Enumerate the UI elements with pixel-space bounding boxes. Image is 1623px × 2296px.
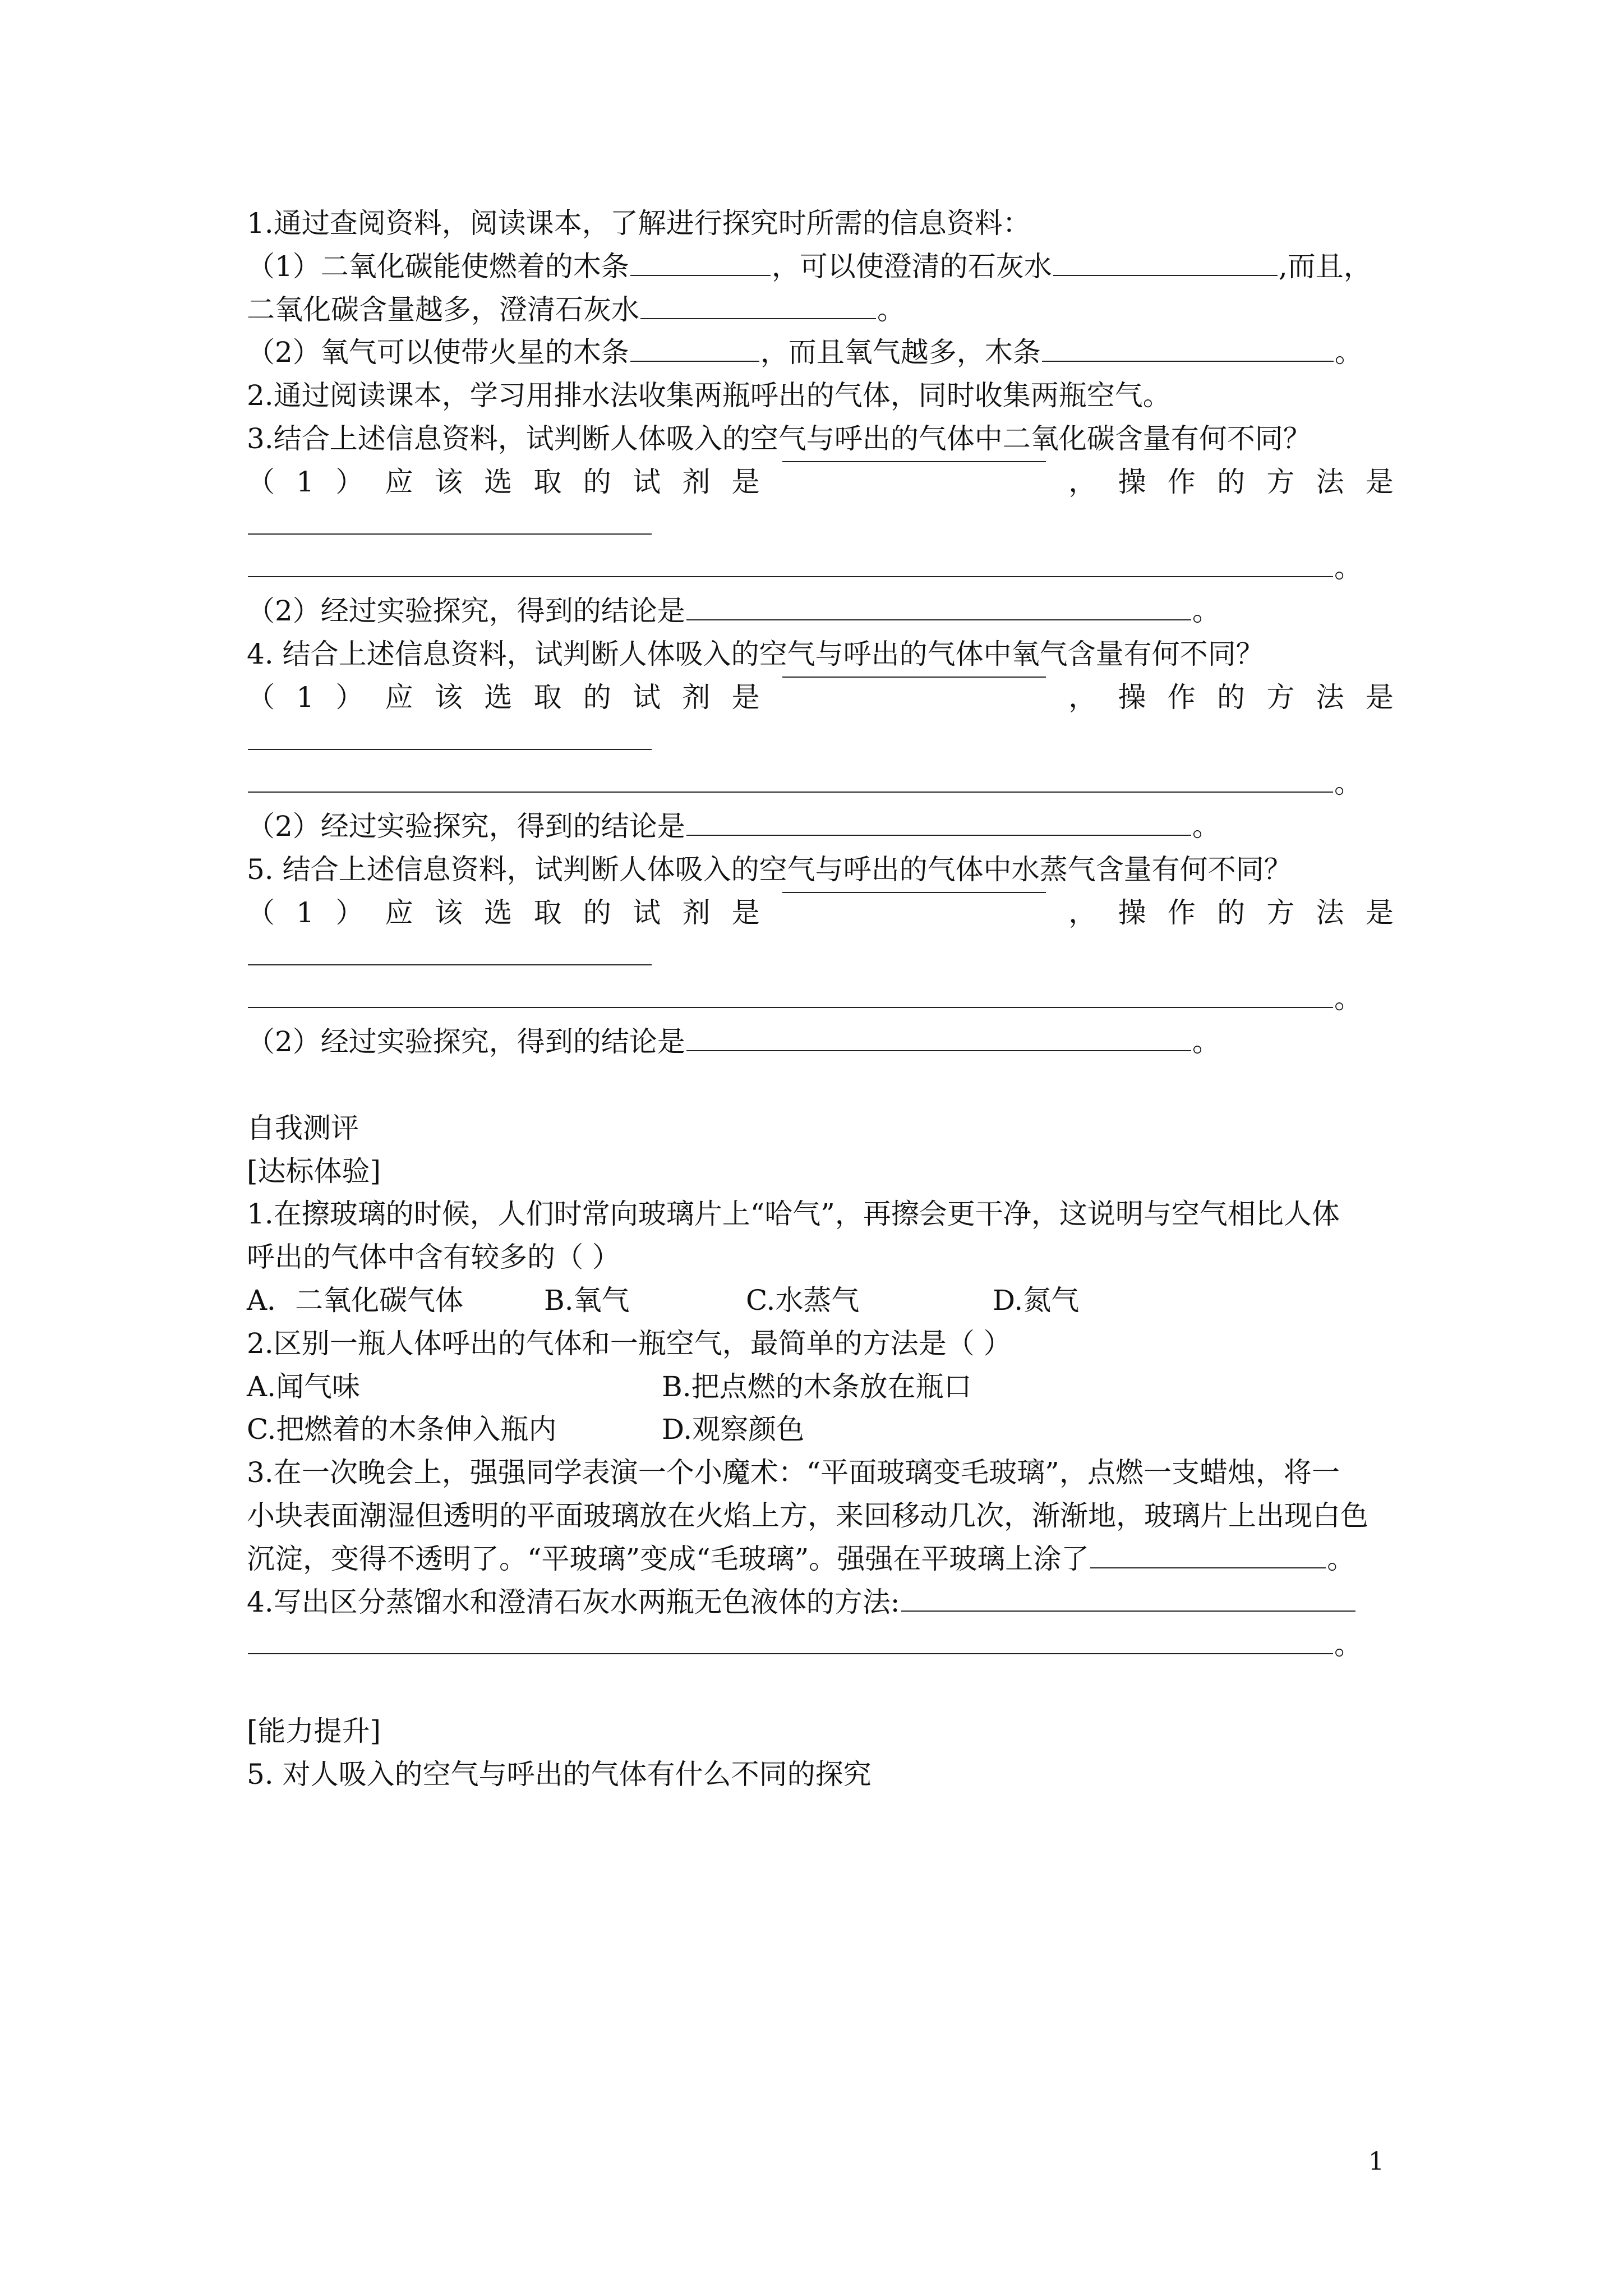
option-c[interactable]: C.把燃着的木条伸入瓶内	[247, 1413, 557, 1446]
q3-conclusion: （2）经过实验探究，得到的结论是 。	[247, 595, 1220, 628]
t3-line3: 沉淀，变得不透明了。“平玻璃”变成“毛玻璃”。强强在平玻璃上涂了 。	[247, 1542, 1355, 1575]
q5-reagent-line: （ 1 ） 应 该 选 取 的 试 剂 是 ， 操 作 的 方 法 是	[247, 891, 1394, 935]
answer-blank[interactable]	[630, 360, 759, 362]
option-d[interactable]: D.观察颜色	[662, 1413, 805, 1446]
t2-options-row1	[247, 1365, 1394, 1409]
answer-blank[interactable]	[248, 1653, 1333, 1654]
option-a[interactable]: A.闻气味	[247, 1370, 361, 1403]
q5-conclusion: （2）经过实验探究，得到的结论是 。	[247, 1025, 1220, 1059]
answer-blank[interactable]	[1090, 1567, 1326, 1568]
q5-method-blank-line	[247, 935, 1394, 978]
t3-line2: 小块表面潮湿但透明的平面玻璃放在火焰上方，来回移动几次，渐渐地，玻璃片上出现白色	[247, 1499, 1368, 1532]
page-number: 1	[1368, 2147, 1384, 2176]
q3-reagent-line: （ 1 ） 应 该 选 取 的 试 剂 是 ， 操 作 的 方 法 是	[247, 461, 1394, 504]
q1-intro: 1.通过查阅资料，阅读课本，了解进行探究时所需的信息资料：	[247, 207, 1031, 240]
section-heading-standard: [达标体验]	[247, 1154, 381, 1188]
option-c[interactable]: C.水蒸气	[746, 1283, 860, 1317]
answer-blank[interactable]	[248, 964, 652, 965]
answer-blank[interactable]	[901, 1610, 1355, 1612]
answer-blank[interactable]	[782, 676, 1046, 678]
option-d[interactable]: D.氮气	[993, 1283, 1080, 1317]
answer-blank[interactable]	[248, 791, 1333, 793]
q4-conclusion: （2）经过实验探究，得到的结论是 。	[247, 810, 1220, 843]
answer-blank[interactable]	[640, 318, 876, 319]
answer-blank[interactable]	[782, 891, 1046, 893]
t1-line2: 呼出的气体中含有较多的（ ）	[247, 1241, 620, 1274]
answer-blank[interactable]	[248, 576, 1333, 577]
q3-text: 3.结合上述信息资料，试判断人体吸入的空气与呼出的气体中二氧化碳含量有何不同？	[247, 422, 1311, 455]
t4-line2: 。	[247, 1623, 1394, 1667]
answer-blank[interactable]	[782, 461, 1046, 462]
answer-blank[interactable]	[248, 748, 652, 750]
q4-method-blank-line2: 。	[247, 762, 1394, 805]
option-b[interactable]: B.把点燃的木条放在瓶口	[662, 1370, 972, 1403]
answer-blank[interactable]	[686, 1050, 1191, 1051]
q5-text: 5. 结合上述信息资料，试判断人体吸入的空气与呼出的气体中水蒸气含量有何不同？	[247, 853, 1292, 886]
q1-part2: （2）氧气可以使带火星的木条 ，而且氧气越多，木条 。	[247, 336, 1363, 369]
option-a[interactable]: A．二氧化碳气体	[247, 1283, 464, 1317]
option-b[interactable]: B.氧气	[544, 1283, 630, 1317]
t2-text: 2.区别一瓶人体呼出的气体和一瓶空气，最简单的方法是（ ）	[247, 1327, 1012, 1360]
section-heading-ability: [能力提升]	[247, 1714, 381, 1747]
q4-method-blank-line	[247, 719, 1394, 762]
answer-blank[interactable]	[686, 619, 1191, 620]
answer-blank[interactable]	[686, 834, 1191, 836]
q1-part1-line1: （1）二氧化碳能使燃着的木条 ，可以使澄清的石灰水 ,而且，	[247, 250, 1372, 283]
t4-line1: 4.写出区分蒸馏水和澄清石灰水两瓶无色液体的方法:	[247, 1581, 1394, 1624]
q4-text: 4. 结合上述信息资料，试判断人体吸入的空气与呼出的气体中氧气含量有何不同？	[247, 637, 1264, 670]
answer-blank[interactable]	[248, 533, 652, 535]
t2-options-row2	[247, 1408, 1394, 1451]
self-test-heading: 自我测评	[247, 1111, 359, 1144]
answer-blank[interactable]	[248, 1006, 1333, 1008]
q2-text: 2.通过阅读课本，学习用排水法收集两瓶呼出的气体，同时收集两瓶空气。	[247, 379, 1171, 412]
answer-blank[interactable]	[1053, 274, 1278, 276]
t3-line1: 3.在一次晚会上，强强同学表演一个小魔术：“平面玻璃变毛玻璃”，点燃一支蜡烛，将一	[247, 1456, 1340, 1489]
q5-method-blank-line2: 。	[247, 977, 1394, 1020]
q3-method-blank-line	[247, 504, 1394, 547]
t1-line1: 1.在擦玻璃的时候，人们时常向玻璃片上“哈气”，再擦会更干净，这说明与空气相比人体	[247, 1198, 1340, 1231]
q4-reagent-line: （ 1 ） 应 该 选 取 的 试 剂 是 ， 操 作 的 方 法 是	[247, 676, 1394, 719]
answer-blank[interactable]	[630, 274, 771, 276]
worksheet-content	[247, 202, 1394, 1796]
q3-method-blank-line2: 。	[247, 546, 1394, 590]
t1-options	[247, 1279, 1394, 1322]
t5-text: 5. 对人吸入的空气与呼出的气体有什么不同的探究	[247, 1757, 872, 1791]
q1-part1-line2: 二氧化碳含量越多，澄清石灰水 。	[247, 293, 905, 326]
answer-blank[interactable]	[1042, 360, 1334, 362]
